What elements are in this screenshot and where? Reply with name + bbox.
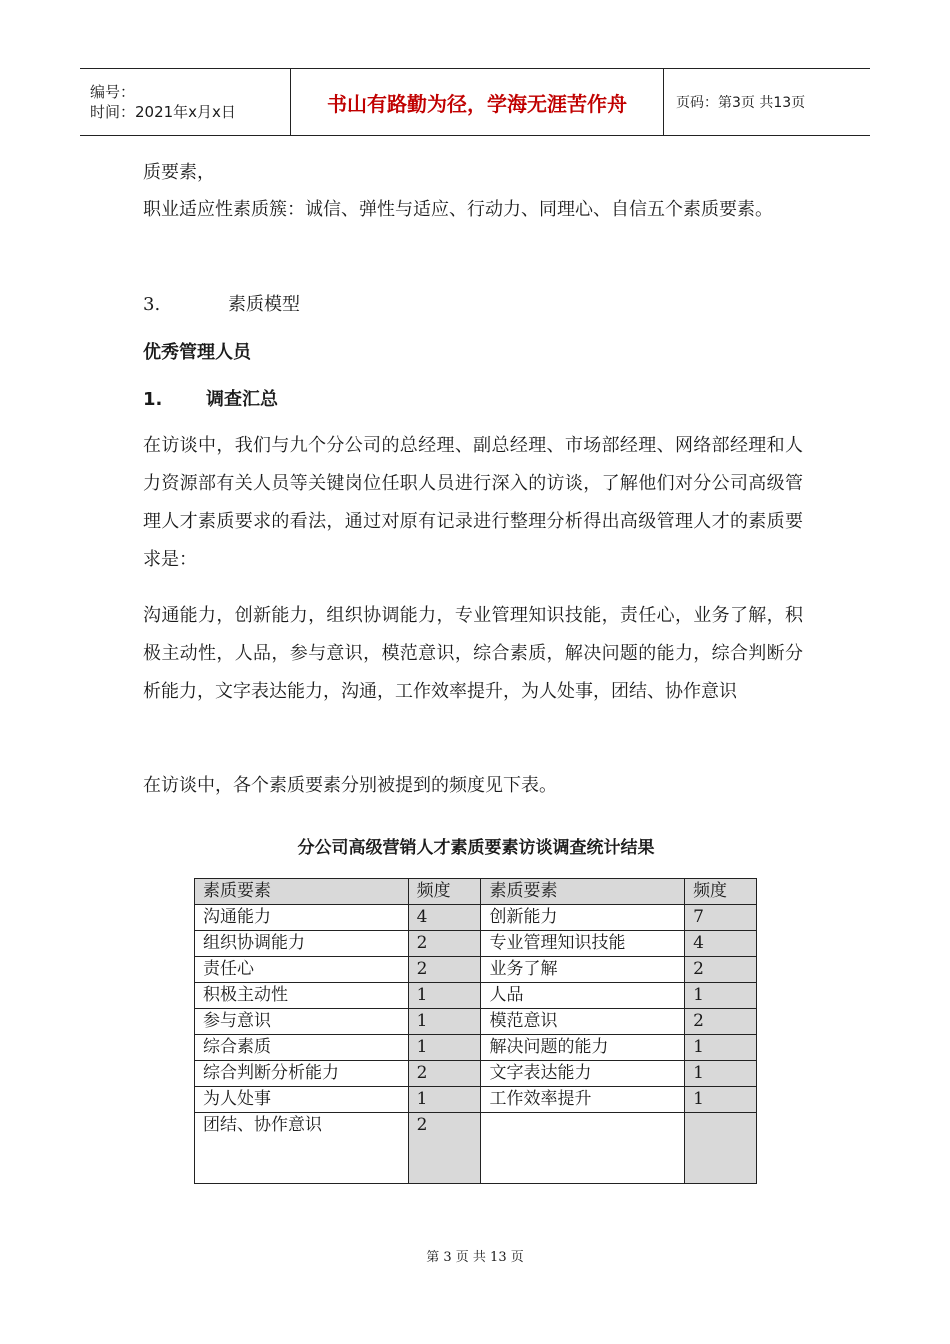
frequency-cell: 4 [685,931,757,957]
subheading-title: 调查汇总 [206,389,278,410]
frequency-cell: 1 [408,1087,481,1113]
element-cell: 沟通能力 [195,905,409,931]
element-cell: 模范意识 [481,1009,685,1035]
element-cell: 参与意识 [195,1009,409,1035]
frequency-cell: 7 [685,905,757,931]
element-cell: 文字表达能力 [481,1061,685,1087]
element-cell: 专业管理知识技能 [481,931,685,957]
table-row [195,1061,757,1087]
frequency-cell: 1 [685,1035,757,1061]
element-cell: 业务了解 [481,957,685,983]
table-row [195,983,757,1009]
frequency-cell: 1 [685,983,757,1009]
frequency-cell: 1 [685,1061,757,1087]
frequency-cell: 4 [408,905,481,931]
frequency-cell: 2 [685,1009,757,1035]
page-footer: 第 3 页 共 13 页 [426,1250,524,1265]
frequency-cell: 2 [408,1061,481,1087]
element-cell: 解决问题的能力 [481,1035,685,1061]
paragraph-table-intro: 在访谈中，各个素质要素分别被提到的频度见下表。 [143,775,557,796]
header-frequency-2: 频度 [685,879,757,905]
element-cell: 为人处事 [195,1087,409,1113]
table-row [195,957,757,983]
table-row [195,931,757,957]
frequency-cell: 2 [685,957,757,983]
paragraph-interview: 在访谈中，我们与九个分公司的总经理、副总经理、市场部经理、网络部经理和人力资源部有关人员等关键岗位任职人员进行深入的访谈，了解他们对分公司高级管理人才素质要求的看法，通过对原有记录进行整理分析得出高级管理人才的素质要求是： [143,435,803,570]
table-row [195,905,757,931]
frequency-cell: 1 [408,1009,481,1035]
section-heading [143,286,803,324]
table-caption: 分公司高级营销人才素质要素访谈调查统计结果 [297,838,655,858]
header-page-info: 页码：第3页 共13页 [676,95,806,111]
section-number: 3. [143,294,161,315]
section-title: 素质模型 [228,294,300,315]
element-cell: 工作效率提升 [481,1087,685,1113]
document-header [80,68,870,136]
table-row [195,1009,757,1035]
table-row [195,1035,757,1061]
element-cell: 综合判断分析能力 [195,1061,409,1087]
subheading [143,381,803,419]
frequency-cell: 1 [408,983,481,1009]
element-cell: 创新能力 [481,905,685,931]
element-cell: 人品 [481,983,685,1009]
element-cell: 组织协调能力 [195,931,409,957]
paragraph-continuation: 质要素， [143,162,215,183]
header-frequency-1: 频度 [408,879,481,905]
frequency-cell: 2 [408,931,481,957]
frequency-cell: 2 [408,957,481,983]
header-meta [80,69,291,136]
element-cell: 积极主动性 [195,983,409,1009]
table-header-row [195,879,757,905]
heading-excellent-managers: 优秀管理人员 [143,342,251,363]
element-cell: 责任心 [195,957,409,983]
header-element-2: 素质要素 [481,879,685,905]
table-row [195,1113,757,1184]
frequency-cell [685,1113,757,1184]
header-element-1: 素质要素 [195,879,409,905]
table-row [195,1087,757,1113]
element-cell: 综合素质 [195,1035,409,1061]
paragraph-adaptability: 职业适应性素质簇：诚信、弹性与适应、行动力、同理心、自信五个素质要素。 [143,199,773,220]
header-time-label: 时间：2021年x月x日 [90,103,236,121]
frequency-cell: 1 [408,1035,481,1061]
header-number-label: 编号： [90,83,136,101]
frequency-cell: 1 [685,1087,757,1113]
element-cell [481,1113,685,1184]
frequency-cell: 2 [408,1113,481,1184]
element-cell: 团结、协作意识 [195,1113,409,1184]
paragraph-competency-list: 沟通能力，创新能力，组织协调能力，专业管理知识技能，责任心，业务了解，积极主动性，人品，参与意识，模范意识，综合素质，解决问题的能力，综合判断分析能力，文字表达能力，沟通，工作效率提升，为人处事，团结、协作意识 [143,605,803,702]
subheading-number: 1. [143,389,163,410]
header-motto: 书山有路勤为径，学海无涯苦作舟 [291,69,664,136]
frequency-table [194,878,757,1184]
